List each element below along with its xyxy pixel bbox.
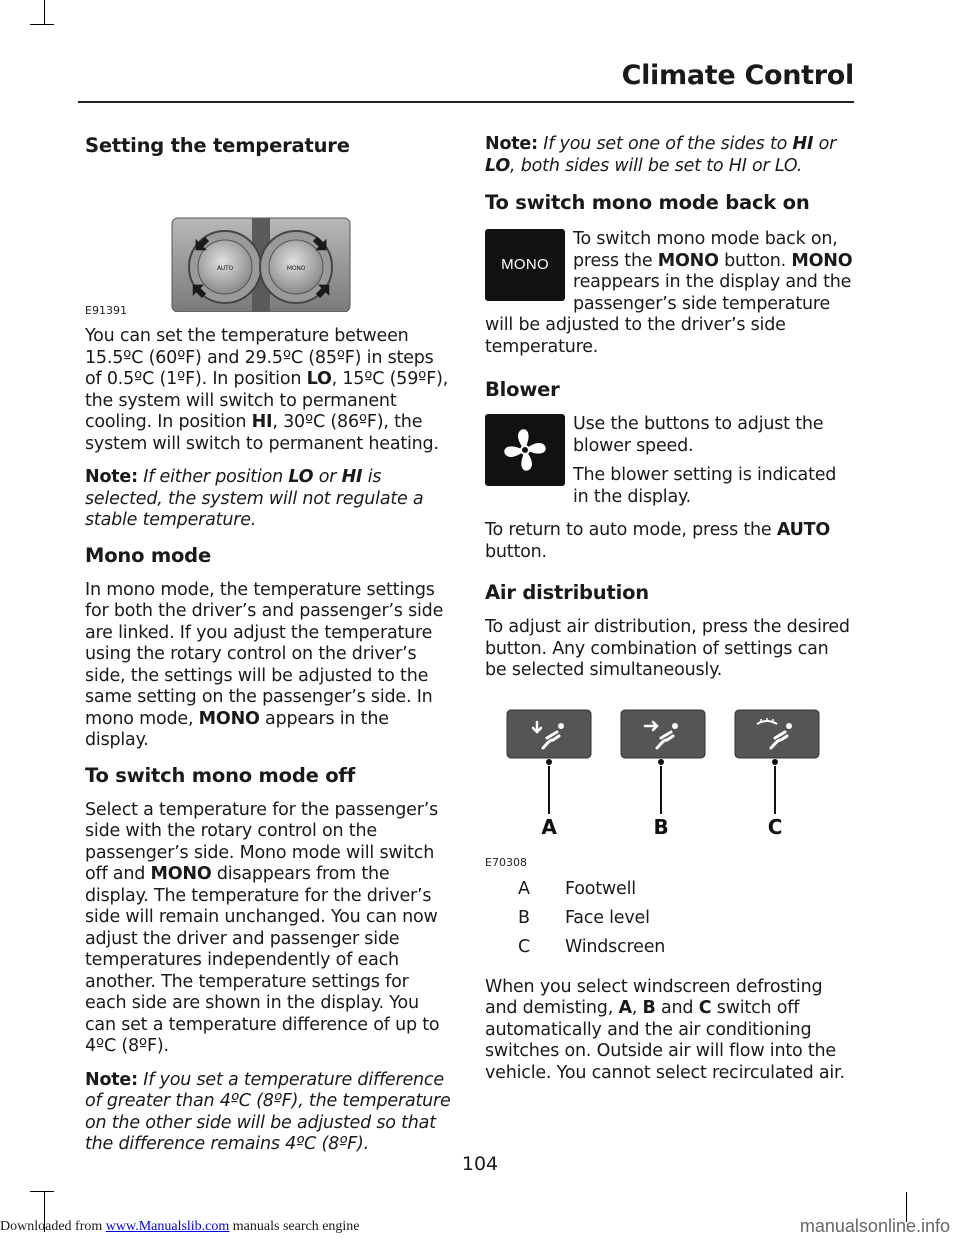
heading-mono-off: To switch mono mode off bbox=[85, 763, 355, 787]
auto-knob-label: AUTO bbox=[216, 265, 234, 272]
paragraph-auto-mode: To return to auto mode, press the AUTO button. bbox=[485, 520, 831, 562]
figure-temperature-controls bbox=[85, 170, 451, 317]
legend-row bbox=[485, 934, 853, 963]
temperature-controls-illustration bbox=[85, 170, 451, 312]
legend-key: C bbox=[518, 937, 531, 958]
legend-key: A bbox=[518, 879, 530, 900]
heading-air-distribution: Air distribution bbox=[485, 581, 649, 604]
mono-knob-label: MONO bbox=[286, 265, 306, 272]
note-hi-lo-both: Note: If you set one of the sides to HI or LO, both sides will be set to HI or LO. bbox=[485, 134, 837, 176]
legend-row bbox=[485, 905, 853, 934]
heading-mono-mode: Mono mode bbox=[85, 543, 211, 567]
paragraph-air-distribution: To adjust air distribution, press the desired button. Any combination of settings can be selected simultaneously. bbox=[485, 617, 850, 680]
paragraph-blower-display: The blower setting is indicated in the display. bbox=[573, 465, 837, 507]
paragraph-blower-speed: Use the buttons to adjust the blower speed. bbox=[573, 414, 824, 456]
footer bbox=[0, 1219, 360, 1235]
footwell-button-graphic bbox=[507, 710, 591, 814]
fan-glyph bbox=[499, 424, 551, 476]
section-title: Climate Control bbox=[621, 60, 854, 91]
legend-value: Footwell bbox=[565, 879, 636, 900]
footer-link[interactable]: www.Manualslib.com bbox=[105, 1219, 230, 1234]
heading-blower: Blower bbox=[485, 378, 560, 401]
mono-button-icon bbox=[485, 229, 565, 301]
air-distribution-buttons bbox=[485, 694, 853, 866]
crop-mark bbox=[44, 0, 45, 24]
paragraph-mono-off: Select a temperature for the passenger’s side with the rotary control on the passenger’s side. Mono mode will switch off and MONO disappears from the display. The temperature for the driver’s side will remain unchanged. You can now adjust the driver and passenger side temperatures independently of each another. The temperature settings for each side are shown in the display. You can set a temperature difference of up to 4ºC (8ºF). bbox=[85, 799, 440, 1056]
figure-air-distribution bbox=[485, 694, 853, 869]
legend-value: Windscreen bbox=[565, 937, 666, 958]
footer-suffix: manuals search engine bbox=[229, 1219, 360, 1234]
callout-c: C bbox=[767, 814, 783, 839]
fan-icon bbox=[485, 414, 565, 486]
crop-mark bbox=[30, 24, 54, 25]
callout-a: A bbox=[541, 814, 557, 839]
mono-icon-label: MONO bbox=[501, 256, 549, 274]
paragraph-windscreen-defrost: When you select windscreen defrosting and demisting, A, B and C switch off automatically and the air conditioning switches on. Outside air will flow into the vehicle. You cannot select recirculated air. bbox=[485, 976, 845, 1083]
footer-prefix: Downloaded from bbox=[0, 1219, 106, 1234]
blower-block bbox=[485, 414, 853, 508]
paragraph-temperature-range: You can set the temperature between 15.5ºC (60ºF) and 29.5ºC (85ºF) in steps of 0.5ºC (1ºF). In position LO, 15ºC (59ºF), the system will switch to permanent cooling. In position HI, 30ºC (86ºF), the system will switch to permanent heating. bbox=[85, 326, 449, 454]
face-button-graphic bbox=[621, 710, 705, 814]
heading-mono-on: To switch mono mode back on bbox=[485, 191, 810, 214]
figure-code: E91391 bbox=[85, 304, 127, 317]
note-temperature-difference: Note: If you set a temperature difference of greater than 4ºC (8ºF), the temperature on the other side will be adjusted so that the difference remains 4ºC (8ºF). bbox=[85, 1069, 451, 1154]
air-distribution-legend bbox=[485, 876, 853, 963]
heading-setting-temperature: Setting the temperature bbox=[85, 134, 350, 157]
paragraph-mono-on: To switch mono mode back on, press the MONO button. MONO reappears in the display and the passenger’s side temperature will be adjusted to the driver’s side temperature. bbox=[485, 229, 853, 357]
note-lo-hi: Note: If either position LO or HI is selected, the system will not regulate a stable temperature. bbox=[85, 467, 424, 530]
left-column bbox=[85, 134, 451, 1168]
footer-watermark: manualsonline.info bbox=[799, 1216, 950, 1236]
page-number: 104 bbox=[461, 1153, 499, 1175]
header-divider bbox=[78, 101, 854, 103]
right-column bbox=[485, 134, 853, 1096]
legend-row bbox=[485, 876, 853, 905]
paragraph-mono-mode: In mono mode, the temperature settings for both the driver’s and passenger’s side are linked. If you adjust the temperature using the rotary control on the driver’s side, the settings will be adjusted to the same setting on the passenger’s side. In mono mode, MONO appears in the display. bbox=[85, 579, 444, 750]
mono-on-block bbox=[485, 229, 853, 358]
legend-key: B bbox=[518, 908, 530, 929]
callout-b: B bbox=[653, 814, 669, 839]
legend-value: Face level bbox=[565, 908, 650, 929]
figure-code: E70308 bbox=[485, 855, 527, 869]
windscreen-button-graphic bbox=[735, 710, 819, 814]
crop-mark bbox=[30, 1191, 54, 1192]
